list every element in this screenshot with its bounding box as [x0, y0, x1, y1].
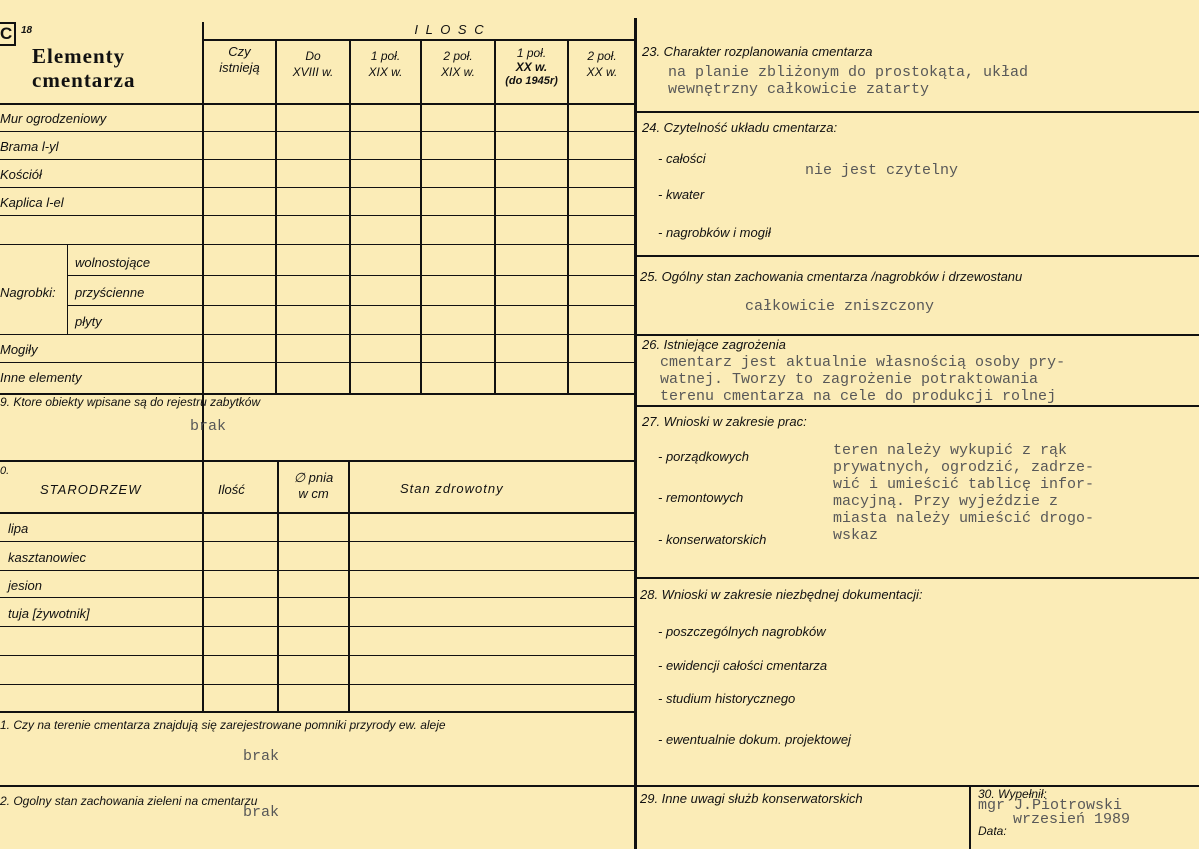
header-col-3: 2 poł. XIX w. — [440, 49, 475, 79]
q28-label: 28. Wnioski w zakresie niezbędnej dokumentacji: — [640, 587, 923, 602]
vertical-rule — [567, 40, 569, 395]
horizontal-rule — [0, 215, 636, 216]
vertical-rule — [348, 462, 350, 712]
horizontal-rule — [636, 405, 1199, 407]
horizontal-rule — [636, 111, 1199, 113]
vertical-rule — [275, 40, 277, 395]
horizontal-rule — [0, 684, 636, 685]
nagrobki-sub: płyty — [75, 314, 102, 329]
section-title — [32, 44, 135, 92]
nagrobki-sub: wolnostojące — [75, 255, 151, 270]
horizontal-rule — [0, 460, 636, 462]
horizontal-rule — [636, 577, 1199, 579]
row-label: Kościół — [0, 167, 42, 182]
horizontal-rule — [0, 131, 636, 132]
q30-name: mgr J.Piotrowski — [978, 797, 1123, 814]
horizontal-rule — [203, 39, 635, 41]
q23-value: na planie zbliżonym do prostokąta, układ wewnętrzny całkowicie zatarty — [668, 64, 1029, 98]
q27-item: - konserwatorskich — [658, 532, 767, 547]
horizontal-rule — [0, 244, 636, 245]
q20-number: 0. — [0, 465, 10, 477]
q24-item: - całości — [658, 151, 706, 166]
horizontal-rule — [636, 785, 1199, 787]
q24-item: - nagrobków i mogił — [658, 225, 771, 240]
horizontal-rule — [0, 626, 636, 627]
header-ilosc: I L O S C — [414, 22, 486, 37]
header-czy: Czy istnieją — [219, 44, 260, 75]
horizontal-rule — [0, 570, 636, 571]
vertical-rule — [202, 462, 204, 712]
q28-item: - poszczególnych nagrobków — [658, 624, 826, 639]
q30-date: wrzesień 1989 — [1013, 811, 1131, 828]
pien-header: ∅ pnia w cm — [293, 470, 334, 501]
q27-label: 27. Wnioski w zakresie prac: — [642, 414, 807, 429]
q22-value: brak — [243, 804, 280, 821]
q24-label: 24. Czytelność układu cmentarza: — [642, 120, 838, 135]
q30-date-label: Data: — [978, 824, 1007, 838]
starodrzew-header: STARODRZEW — [40, 482, 142, 497]
horizontal-rule — [0, 541, 636, 542]
q21-label: 1. Czy na terenie cmentarza znajdują się zarejestrowane pomniki przyrody ew. aleje — [0, 718, 446, 732]
q30-label: 30. Wypełnił: — [978, 787, 1047, 801]
title-line-1: Elementy — [32, 44, 126, 68]
row-label: Kaplica l-el — [0, 195, 64, 210]
tree-row: tuja [żywotnik] — [8, 606, 90, 621]
q29-label: 29. Inne uwagi służb konserwatorskich — [640, 791, 863, 806]
header-col-1: Do XVIII w. — [292, 49, 334, 79]
ilosc-header: Ilość — [218, 482, 245, 497]
tree-row: lipa — [8, 521, 29, 536]
horizontal-rule — [0, 597, 636, 598]
stan-header: Stan zdrowotny — [400, 481, 504, 496]
q28-item: - ewidencji całości cmentarza — [658, 658, 828, 673]
corner-box — [0, 22, 16, 46]
tree-row: jesion — [8, 578, 42, 593]
horizontal-rule — [0, 187, 636, 188]
q27-item: - porządkowych — [658, 449, 750, 464]
row-label: Mogiły — [0, 342, 38, 357]
center-divider — [634, 18, 637, 849]
header-col-2: 1 poł. XIX w. — [368, 49, 403, 79]
q23-label: 23. Charakter rozplanowania cmentarza — [642, 44, 873, 59]
vertical-rule — [494, 40, 496, 395]
vertical-rule — [969, 786, 971, 849]
q24-value: nie jest czytelny — [805, 162, 959, 179]
horizontal-rule — [0, 362, 636, 363]
vertical-rule — [67, 244, 68, 334]
q27-value: teren należy wykupić z rąk prywatnych, ogrodzić, zadrze- wić i umieścić tablicę infor- macyjną. Przy wyjeździe z miasta należy umieścić drogo- wskaz — [833, 442, 1095, 544]
horizontal-rule — [0, 785, 636, 787]
vertical-rule — [420, 40, 422, 395]
horizontal-rule — [68, 305, 636, 306]
corner-number: 18 — [21, 25, 33, 36]
horizontal-rule — [636, 334, 1199, 336]
vertical-rule — [349, 40, 351, 395]
horizontal-rule — [0, 655, 636, 656]
q26-value: cmentarz jest aktualnie własnością osoby pry- watnej. Tworzy to zagrożenie potraktowania terenu cmentarza na cele do produkcji rolnej — [660, 354, 1066, 405]
title-line-2: cmentarza — [32, 68, 136, 92]
horizontal-rule — [0, 159, 636, 160]
header-col-4: 1 poł. XX w. (do 1945r) — [505, 46, 558, 87]
tree-row: kasztanowiec — [8, 550, 87, 565]
q21-value: brak — [243, 748, 280, 765]
horizontal-rule — [636, 255, 1199, 257]
corner-letter: C — [0, 24, 13, 43]
q19-label: 9. Ktore obiekty wpisane są do rejestru zabytków — [0, 395, 261, 409]
q25-label: 25. Ogólny stan zachowania cmentarza /nagrobków i drzewostanu — [640, 269, 1023, 284]
q25-value: całkowicie zniszczony — [745, 298, 935, 315]
horizontal-rule — [0, 334, 636, 335]
header-col-5: 2 poł. XX w. — [586, 49, 618, 79]
nagrobki-sub: przyścienne — [75, 285, 145, 300]
horizontal-rule — [68, 275, 636, 276]
row-label: Brama l-yl — [0, 139, 59, 154]
q28-item: - studium historycznego — [658, 691, 796, 706]
nagrobki-label: Nagrobki: — [0, 285, 56, 300]
horizontal-rule — [0, 103, 636, 105]
horizontal-rule — [0, 711, 636, 713]
horizontal-rule — [0, 512, 636, 514]
q28-item: - ewentualnie dokum. projektowej — [658, 732, 851, 747]
q19-value: brak — [190, 418, 227, 435]
row-label: Mur ogrodzeniowy — [0, 111, 107, 126]
row-label: Inne elementy — [0, 370, 82, 385]
q26-label: 26. Istniejące zagrożenia — [642, 337, 786, 352]
q27-item: - remontowych — [658, 490, 744, 505]
q24-item: - kwater — [658, 187, 705, 202]
q22-label: 2. Ogolny stan zachowania zieleni na cmentarzu — [0, 794, 258, 808]
